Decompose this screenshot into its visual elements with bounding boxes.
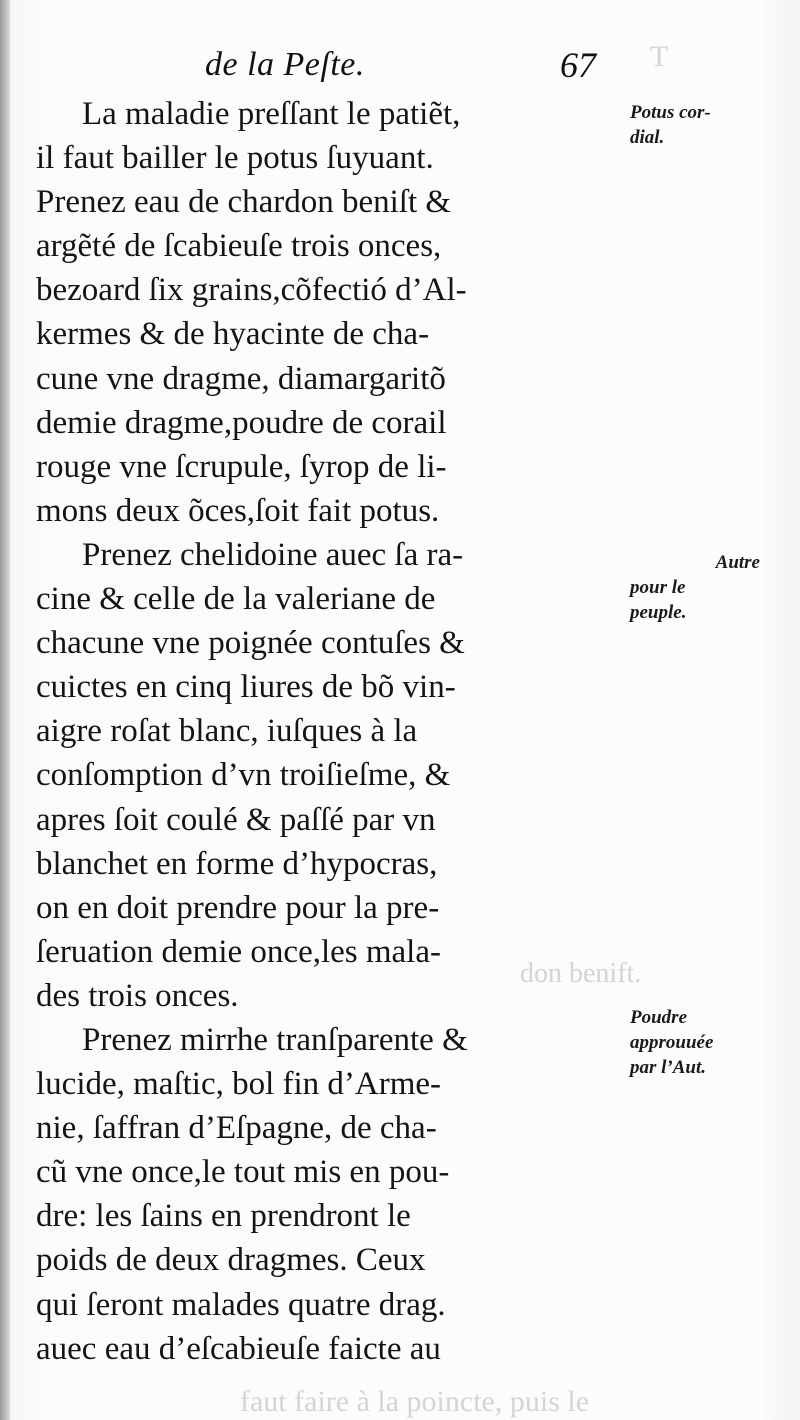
bleed-through: T [650, 40, 669, 73]
text-line: argẽté de ſcabieuſe trois onces, [36, 228, 442, 265]
margin-note-potus [630, 100, 711, 150]
margin-note-line: par l’Aut. [630, 1057, 707, 1078]
text-line: La maladie preſſant le patiẽt, [82, 96, 461, 132]
text-line: apres ſoit coulé & paſſé par vn [36, 801, 436, 838]
text-line: cuictes en cinq liures de bõ vin- [36, 669, 456, 706]
text-line: on en doit prendre pour la pre- [36, 889, 440, 926]
text-line: qui ſeront malades quatre drag. [36, 1286, 446, 1323]
margin-note-line: Potus cor- [630, 102, 711, 123]
margin-note-line: dial. [630, 127, 665, 148]
text-line: cine & celle de la valeriane de [36, 581, 436, 618]
text-line: cune vne dragme, diamargaritõ [36, 360, 446, 397]
text-line: rouge vne ſcrupule, ſyrop de li- [36, 448, 447, 485]
text-line: Prenez chelidoine auec ſa ra- [82, 536, 464, 573]
running-title: de la Peſte. [205, 46, 365, 83]
text-line: blanchet en forme d’hypocras, [36, 845, 438, 882]
text-line: nie, ſaffran d’Eſpagne, de cha- [36, 1110, 437, 1147]
bleed-through: faut faire à la poincte, puis le [240, 1385, 590, 1418]
text-line: chacune vne poignée contuſes & [36, 625, 465, 662]
text-line: conſomption d’vn troiſieſme, & [36, 757, 451, 794]
body-text [36, 92, 626, 1371]
bleed-through: don benift. [520, 958, 642, 989]
margin-note-line: approuuée [630, 1032, 714, 1053]
text-line: des trois onces. [36, 977, 239, 1014]
margin-note-line: Autre [715, 552, 760, 573]
text-line: auec eau d’eſcabieuſe faicte au [36, 1330, 441, 1367]
page-number: 67 [560, 45, 596, 85]
margin-note-poudre [630, 1005, 713, 1080]
text-line: Prenez eau de chardon beniſt & [36, 184, 452, 221]
text-line: demie dragme,poudre de corail [36, 404, 447, 441]
text-line: lucide, maſtic, bol fin d’Arme- [36, 1066, 442, 1103]
text-line: cũ vne once,le tout mis en pou- [36, 1154, 450, 1191]
margin-note-autre [630, 550, 760, 625]
text-line: mons deux õces,ſoit fait potus. [36, 492, 440, 529]
page-gutter-shadow [0, 0, 10, 1420]
text-line: dre: les ſains en prendront le [36, 1198, 411, 1235]
text-line: bezoard ſix grains,cõfectió d’Al- [36, 272, 467, 309]
margin-note-line: peuple. [630, 602, 687, 623]
text-line: Prenez mirrhe tranſparente & [82, 1021, 468, 1058]
margin-note-line: pour le [630, 577, 686, 598]
text-line: kermes & de hyacinte de cha- [36, 316, 430, 353]
margin-note-line: Poudre [630, 1007, 687, 1028]
text-line: aigre roſat blanc, iuſques à la [36, 713, 418, 750]
text-line: il faut bailler le potus ſuyuant. [36, 140, 434, 177]
text-line: ſeruation demie once,les mala- [36, 933, 441, 970]
text-line: poids de deux dragmes. Ceux [36, 1242, 426, 1279]
